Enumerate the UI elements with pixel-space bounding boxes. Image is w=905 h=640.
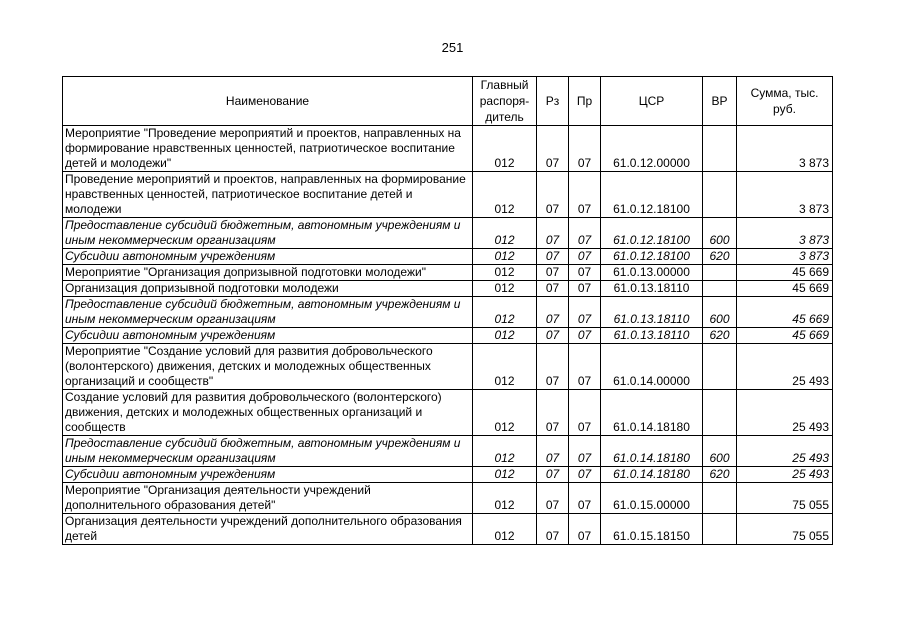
row-sum-cell: 45 669 <box>737 328 833 344</box>
table-row <box>63 297 833 328</box>
row-name-cell: Предоставление субсидий бюджетным, автономным учреждениям и иным некоммерческим организациям <box>63 297 473 328</box>
row-name-cell: Мероприятие "Проведение мероприятий и проектов, направленных на формирование нравственных ценностей, патриотическое воспитание детей и молодежи" <box>63 126 473 172</box>
row-sum-cell: 3 873 <box>737 172 833 218</box>
row-rz-cell: 07 <box>537 172 569 218</box>
table-row <box>63 390 833 436</box>
row-sum-cell: 75 055 <box>737 514 833 545</box>
row-name-cell: Организация допризывной подготовки молодежи <box>63 281 473 297</box>
row-vr-cell <box>703 126 737 172</box>
table-row <box>63 344 833 390</box>
row-rz-cell: 07 <box>537 265 569 281</box>
table-row <box>63 328 833 344</box>
header-vr: ВР <box>703 77 737 126</box>
budget-table <box>62 76 833 545</box>
row-admin-cell: 012 <box>473 514 537 545</box>
row-pr-cell: 07 <box>569 172 601 218</box>
table-row <box>63 126 833 172</box>
row-csr-cell: 61.0.12.18100 <box>601 172 703 218</box>
row-rz-cell: 07 <box>537 483 569 514</box>
row-admin-cell: 012 <box>473 249 537 265</box>
row-csr-cell: 61.0.14.18180 <box>601 467 703 483</box>
row-vr-cell: 600 <box>703 436 737 467</box>
row-name-cell: Предоставление субсидий бюджетным, автономным учреждениям и иным некоммерческим организациям <box>63 436 473 467</box>
row-vr-cell <box>703 281 737 297</box>
row-rz-cell: 07 <box>537 328 569 344</box>
row-csr-cell: 61.0.12.00000 <box>601 126 703 172</box>
row-vr-cell: 620 <box>703 249 737 265</box>
header-name: Наименование <box>63 77 473 126</box>
row-pr-cell: 07 <box>569 390 601 436</box>
row-sum-cell: 25 493 <box>737 390 833 436</box>
header-sum: Сумма, тыс. руб. <box>737 77 833 126</box>
row-admin-cell: 012 <box>473 218 537 249</box>
row-pr-cell: 07 <box>569 265 601 281</box>
row-csr-cell: 61.0.13.18110 <box>601 328 703 344</box>
row-csr-cell: 61.0.13.18110 <box>601 297 703 328</box>
row-sum-cell: 3 873 <box>737 218 833 249</box>
row-vr-cell <box>703 483 737 514</box>
row-name-cell: Мероприятие "Организация допризывной подготовки молодежи" <box>63 265 473 281</box>
row-admin-cell: 012 <box>473 297 537 328</box>
table-row <box>63 172 833 218</box>
row-vr-cell <box>703 172 737 218</box>
row-name-cell: Организация деятельности учреждений дополнительного образования детей <box>63 514 473 545</box>
row-vr-cell: 620 <box>703 328 737 344</box>
row-sum-cell: 3 873 <box>737 126 833 172</box>
table-row <box>63 514 833 545</box>
row-admin-cell: 012 <box>473 467 537 483</box>
row-name-cell: Субсидии автономным учреждениям <box>63 249 473 265</box>
row-csr-cell: 61.0.13.18110 <box>601 281 703 297</box>
table-row <box>63 265 833 281</box>
row-admin-cell: 012 <box>473 328 537 344</box>
row-csr-cell: 61.0.14.18180 <box>601 436 703 467</box>
row-rz-cell: 07 <box>537 281 569 297</box>
row-rz-cell: 07 <box>537 297 569 328</box>
row-admin-cell: 012 <box>473 172 537 218</box>
row-pr-cell: 07 <box>569 344 601 390</box>
row-sum-cell: 45 669 <box>737 297 833 328</box>
row-sum-cell: 3 873 <box>737 249 833 265</box>
row-rz-cell: 07 <box>537 436 569 467</box>
row-csr-cell: 61.0.12.18100 <box>601 218 703 249</box>
row-pr-cell: 07 <box>569 218 601 249</box>
row-pr-cell: 07 <box>569 297 601 328</box>
row-name-cell: Проведение мероприятий и проектов, направленных на формирование нравственных ценностей, патриотическое воспитание детей и молодежи <box>63 172 473 218</box>
row-csr-cell: 61.0.12.18100 <box>601 249 703 265</box>
row-sum-cell: 25 493 <box>737 467 833 483</box>
row-vr-cell <box>703 514 737 545</box>
header-pr: Пр <box>569 77 601 126</box>
table-header-row <box>63 77 833 126</box>
row-pr-cell: 07 <box>569 436 601 467</box>
row-pr-cell: 07 <box>569 281 601 297</box>
table-row <box>63 218 833 249</box>
row-admin-cell: 012 <box>473 390 537 436</box>
row-name-cell: Мероприятие "Создание условий для развития добровольческого (волонтерского) движения, детских и молодежных общественных организаций и сообществ" <box>63 344 473 390</box>
row-rz-cell: 07 <box>537 467 569 483</box>
row-sum-cell: 45 669 <box>737 265 833 281</box>
row-pr-cell: 07 <box>569 483 601 514</box>
row-name-cell: Субсидии автономным учреждениям <box>63 328 473 344</box>
table-row <box>63 467 833 483</box>
row-rz-cell: 07 <box>537 514 569 545</box>
table-row <box>63 281 833 297</box>
row-rz-cell: 07 <box>537 218 569 249</box>
row-csr-cell: 61.0.14.18180 <box>601 390 703 436</box>
row-pr-cell: 07 <box>569 467 601 483</box>
table-row <box>63 249 833 265</box>
header-admin: Главный распоря-дитель <box>473 77 537 126</box>
row-csr-cell: 61.0.15.18150 <box>601 514 703 545</box>
row-rz-cell: 07 <box>537 344 569 390</box>
row-rz-cell: 07 <box>537 249 569 265</box>
row-admin-cell: 012 <box>473 281 537 297</box>
row-rz-cell: 07 <box>537 390 569 436</box>
header-csr: ЦСР <box>601 77 703 126</box>
row-vr-cell <box>703 265 737 281</box>
row-csr-cell: 61.0.15.00000 <box>601 483 703 514</box>
row-admin-cell: 012 <box>473 483 537 514</box>
row-vr-cell <box>703 390 737 436</box>
row-csr-cell: 61.0.14.00000 <box>601 344 703 390</box>
row-pr-cell: 07 <box>569 249 601 265</box>
row-csr-cell: 61.0.13.00000 <box>601 265 703 281</box>
row-rz-cell: 07 <box>537 126 569 172</box>
row-admin-cell: 012 <box>473 344 537 390</box>
row-admin-cell: 012 <box>473 436 537 467</box>
row-name-cell: Создание условий для развития добровольческого (волонтерского) движения, детских и молодежных общественных организаций и сообществ <box>63 390 473 436</box>
row-vr-cell: 620 <box>703 467 737 483</box>
row-vr-cell <box>703 344 737 390</box>
row-pr-cell: 07 <box>569 514 601 545</box>
row-vr-cell: 600 <box>703 218 737 249</box>
row-sum-cell: 45 669 <box>737 281 833 297</box>
page-number: 251 <box>441 40 464 55</box>
row-sum-cell: 75 055 <box>737 483 833 514</box>
table-row <box>63 483 833 514</box>
row-admin-cell: 012 <box>473 126 537 172</box>
row-name-cell: Мероприятие "Организация деятельности учреждений дополнительного образования детей" <box>63 483 473 514</box>
header-rz: Рз <box>537 77 569 126</box>
row-pr-cell: 07 <box>569 328 601 344</box>
row-name-cell: Предоставление субсидий бюджетным, автономным учреждениям и иным некоммерческим организациям <box>63 218 473 249</box>
row-pr-cell: 07 <box>569 126 601 172</box>
row-name-cell: Субсидии автономным учреждениям <box>63 467 473 483</box>
row-sum-cell: 25 493 <box>737 344 833 390</box>
row-vr-cell: 600 <box>703 297 737 328</box>
table-row <box>63 436 833 467</box>
row-admin-cell: 012 <box>473 265 537 281</box>
row-sum-cell: 25 493 <box>737 436 833 467</box>
